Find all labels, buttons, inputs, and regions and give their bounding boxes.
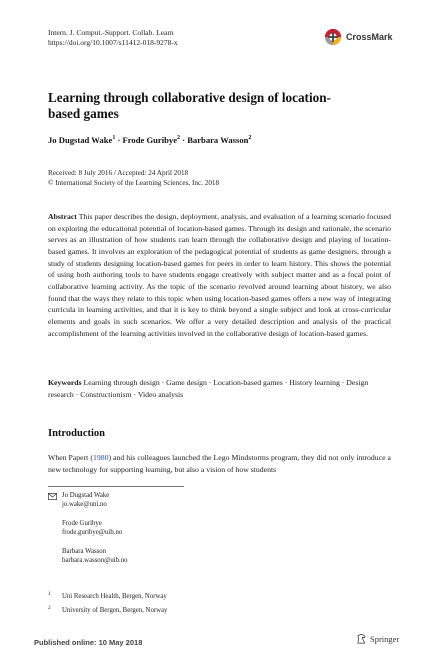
citation-link[interactable]: 1980 (92, 453, 109, 462)
contact-email[interactable]: jo.wake@uni.no (62, 501, 107, 509)
copyright-line: © International Society of the Learning Sciences, Inc. 2018 (48, 179, 220, 187)
author-list (48, 135, 251, 145)
corresponding-contacts (48, 491, 128, 574)
crossmark-label: CrossMark (346, 32, 393, 42)
author-name[interactable]: Barbara Wasson (187, 135, 249, 145)
abstract-text: This paper describes the design, deployment, analysis, and evaluation of a learning scenario focused on exploring the educational potential of location-based games. Through its design and rationale, the scenario serves as an illustration of how students can learn through the collaborative design and playing of location-based games. It involves an exploration of the pedagogical potential of students as game designers, through a study of students designing location-based games for peers in order to learn history. This shows the potential of using both authoring tools to have students engage creatively with subject matter and as a focal point of collaborative learning activity. As the topic of the scenario revolved around learning about history, we also found that the ways they relate to this topic when using location-based games offers a new way of integrating curricula in learning activities, and that it is key to think beyond a single subject and look at cross-curricular elements and goals in such scenarios. We offer a very detailed description and analysis of the practical accomplishment of the learning activities involved in the collaborative design of location-based games. (48, 212, 391, 338)
crossmark-badge[interactable] (324, 28, 393, 46)
affiliation-entry (48, 606, 167, 616)
intro-text-before: When Papert ( (48, 453, 93, 462)
article-dates (48, 168, 219, 188)
contact-entry (48, 519, 128, 538)
crossmark-logo-icon (324, 28, 342, 46)
springer-horse-icon (356, 633, 367, 644)
affiliation-number: 2 (48, 604, 51, 611)
contact-name: Barbara Wasson (62, 547, 107, 555)
author-separator: · (182, 135, 186, 145)
footnote-divider (48, 486, 184, 487)
author-name[interactable]: Jo Dugstad Wake (48, 135, 113, 145)
journal-header (48, 28, 178, 48)
envelope-icon (48, 493, 57, 500)
affiliations (48, 592, 167, 619)
publisher-name: Springer (370, 633, 400, 644)
contact-email[interactable]: barbara.wasson@uib.no (62, 557, 128, 565)
abstract-label: Abstract (48, 212, 77, 221)
author-affil-ref: 2 (177, 135, 181, 142)
contact-email[interactable]: frode.guribye@uib.no (62, 529, 123, 537)
intro-text-after: ) and his colleagues launched the Lego Mindstorms program, they did not only introduce a new technology for supporting learning, but also a vision of how students (48, 453, 391, 474)
contact-entry (48, 491, 128, 510)
affiliation-text: Uni Research Health, Bergen, Norway (62, 593, 167, 600)
abstract (48, 211, 391, 339)
affiliation-number: 1 (48, 591, 51, 597)
affiliation-entry (48, 592, 167, 602)
contact-entry (48, 547, 128, 566)
publisher-logo[interactable] (356, 633, 399, 644)
published-date: Published online: 10 May 2018 (34, 638, 143, 647)
affiliation-text: University of Bergen, Bergen, Norway (62, 606, 168, 614)
received-accepted: Received: 8 July 2016 / Accepted: 24 April 2018 (48, 169, 189, 177)
author-separator: · (117, 135, 121, 145)
contact-name: Jo Dugstad Wake (62, 492, 110, 499)
author-affil-ref: 2 (248, 135, 252, 142)
article-title: Learning through collaborative design of location-based games (48, 90, 331, 121)
doi-link[interactable]: https://doi.org/10.1007/s11412-018-9278-x (48, 38, 178, 47)
author-name[interactable]: Frode Guribye (122, 135, 178, 145)
keywords-text: Learning through design · Game design · Location-based games · History learning · Design research · Constructionism · Video analysis (48, 378, 369, 399)
introduction-paragraph (48, 452, 391, 475)
journal-name: Intern. J. Comput.-Support. Collab. Learn (48, 28, 174, 37)
keywords (48, 377, 391, 400)
author-affil-ref: 1 (112, 135, 116, 142)
contact-name: Frode Guribye (62, 519, 102, 527)
keywords-label: Keywords (48, 378, 82, 387)
section-heading: Introduction (48, 428, 105, 439)
